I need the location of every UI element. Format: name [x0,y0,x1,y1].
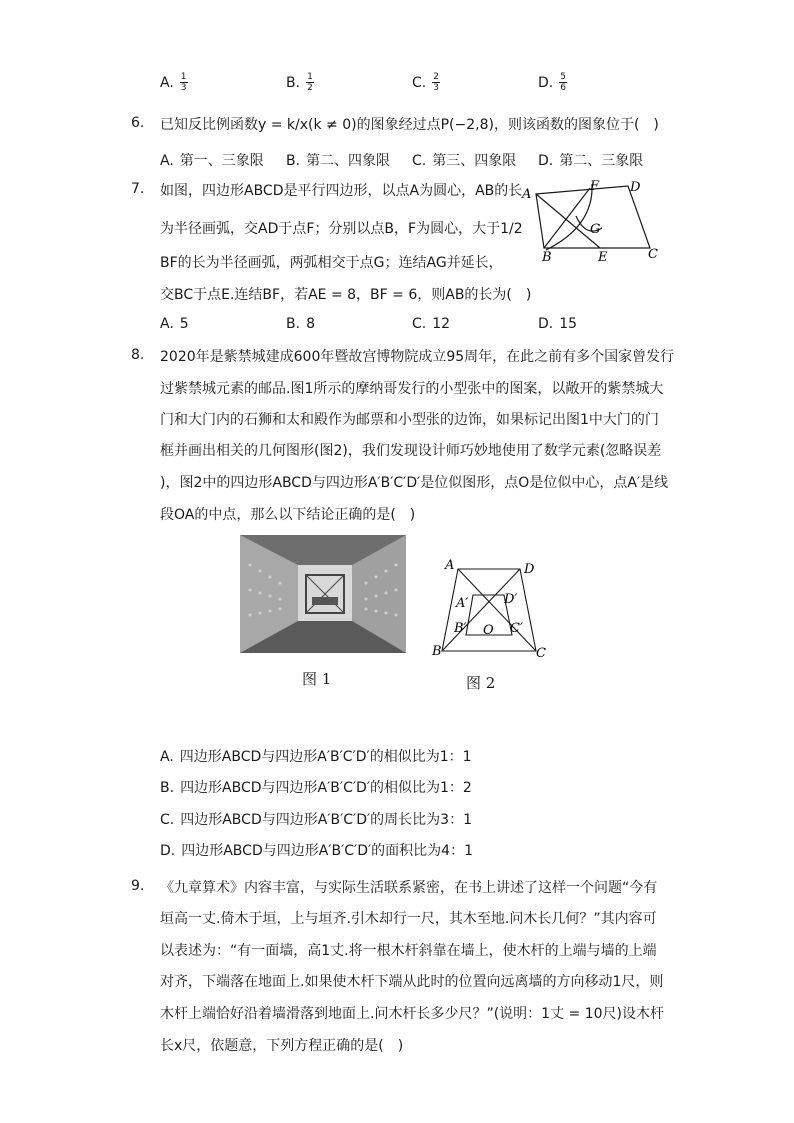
label-b: B [432,644,442,659]
q9-line-3: 以表述为：“有一面墙，高1丈.将一根木杆斜靠在墙上，使木杆的上端与墙的上端 [160,943,657,959]
q6-number: 6. [131,115,145,131]
q8-line-2: 过紫禁城元素的邮品.图1所示的摩纳哥发行的小型张中的图案，以敞开的紫禁城大 [160,381,664,397]
q6-option-a[interactable]: A. 第一、三象限 [160,153,264,169]
label-a-prime: A′ [456,596,469,611]
q9-line-5: 木杆上端恰好沿着墙滑落到地面上.问木杆长多少尺？”(说明：1丈 = 10尺)设木杆 [160,1006,664,1022]
q8-option-c[interactable]: C. 四边形ABCD与四边形A′B′C′D′的周长比为3：1 [160,812,472,828]
label-a: A [522,187,532,202]
q8-number: 8. [131,347,145,363]
q7-line-3: BF的长为半径画弧，两弧相交于点G；连结AG并延长， [160,255,503,271]
q9-line-1: 《九章算术》内容丰富，与实际生活联系紧密，在书上讲述了这样一个问题“今有 [160,880,658,896]
q5-option-a[interactable]: A. $\frac{1}{3}$ [160,72,187,93]
q8-option-b[interactable]: B. 四边形ABCD与四边形A′B′C′D′的相似比为1：2 [160,780,472,796]
label-f: F [590,179,600,194]
fraction: $\frac{1}{3}$ [180,72,187,93]
q7-line-2: 为半径画弧，交AD于点F；分别以点B，F为圆心，大于1/2 [160,221,523,237]
label-d: D [524,562,535,577]
label-o: O [483,623,494,638]
q6-text: 已知反比例函数y = k/x(k ≠ 0)的图象经过点P(−2,8)，则该函数的图象位于( ) [160,117,659,133]
figure2-caption: 图 2 [466,674,496,692]
q8-option-a[interactable]: A. 四边形ABCD与四边形A′B′C′D′的相似比为1：1 [160,749,472,765]
q5-option-b[interactable]: B. $\frac{1}{2}$ [286,72,313,93]
q8-line-4: 框并画出相关的几何图形(图2)，我们发现设计师巧妙地使用了数学元素(忽略误差 [160,443,662,459]
diagonal-ac [458,569,536,651]
label-c: C [536,646,546,660]
q7-option-d[interactable]: D. 15 [538,316,578,332]
q9-line-2: 垣高一丈.倚木于垣，上与垣齐.引木却行一尺，其木至地.问木长几何？”其内容可 [160,911,657,927]
figure1-caption: 图 1 [302,670,332,688]
label-c-prime: C′ [510,621,523,636]
q7-number: 7. [131,181,145,197]
gate-photo-drawing [240,535,406,653]
fraction: $\frac{2}{3}$ [433,72,439,93]
fraction: $\frac{1}{2}$ [307,72,313,93]
q9-line-4: 对齐，下端落在地面上.如果使木杆下端从此时的位置向远离墙的方向移动1尺，则 [160,974,664,990]
figure1-photo [240,535,406,653]
label-b-prime: B′ [454,621,467,636]
label-a: A [445,558,455,573]
label-g: G [590,222,601,237]
label-b: B [542,250,552,262]
q7-line-4: 交BC于点E.连结BF，若AE = 8，BF = 6，则AB的长为( ) [160,287,532,303]
q8-option-d[interactable]: D. 四边形ABCD与四边形A′B′C′D′的面积比为4：1 [160,843,473,859]
q8-line-3: 门和大门内的石狮和太和殿作为邮票和小型张的边饰，如果标记出图1中大门的门 [160,412,659,428]
q7-parallelogram-figure [520,176,670,262]
label-c: C [648,247,658,262]
q7-option-a[interactable]: A. 5 [160,316,189,332]
q7-line-1: 如图，四边形ABCD是平行四边形，以点A为圆心，AB的长 [160,183,523,199]
q8-line-5: )，图2中的四边形ABCD与四边形A′B′C′D′是位似图形，点O是位似中心，点A′是线 [160,475,669,491]
q8-line-1: 2020年是紫禁城建成600年暨故宫博物院成立95周年，在此之前有多个国家曾发行 [160,349,675,365]
q9-number: 9. [131,878,145,894]
q9-line-6: 长x尺，依题意，下列方程正确的是( ) [160,1038,404,1054]
q6-option-d[interactable]: D. 第二、三象限 [538,153,644,169]
label-d: D [630,180,641,195]
label-d-prime: D′ [504,592,518,607]
q5-option-d[interactable]: D. $\frac{5}{6}$ [538,72,566,93]
figure2-similar-quadrilaterals [428,555,548,660]
q5-option-c[interactable]: C. $\frac{2}{3}$ [412,72,439,93]
q8-line-6: 段OA的中点，那么以下结论正确的是( ) [160,507,416,523]
q7-option-c[interactable]: C. 12 [412,316,451,332]
parallelogram-abcd [536,186,650,248]
q6-option-b[interactable]: B. 第二、四象限 [286,153,391,169]
fraction: $\frac{5}{6}$ [560,72,566,93]
diagonal-bd [442,569,520,651]
q7-option-b[interactable]: B. 8 [286,316,315,332]
q6-option-c[interactable]: C. 第三、四象限 [412,153,517,169]
label-e: E [598,250,608,262]
